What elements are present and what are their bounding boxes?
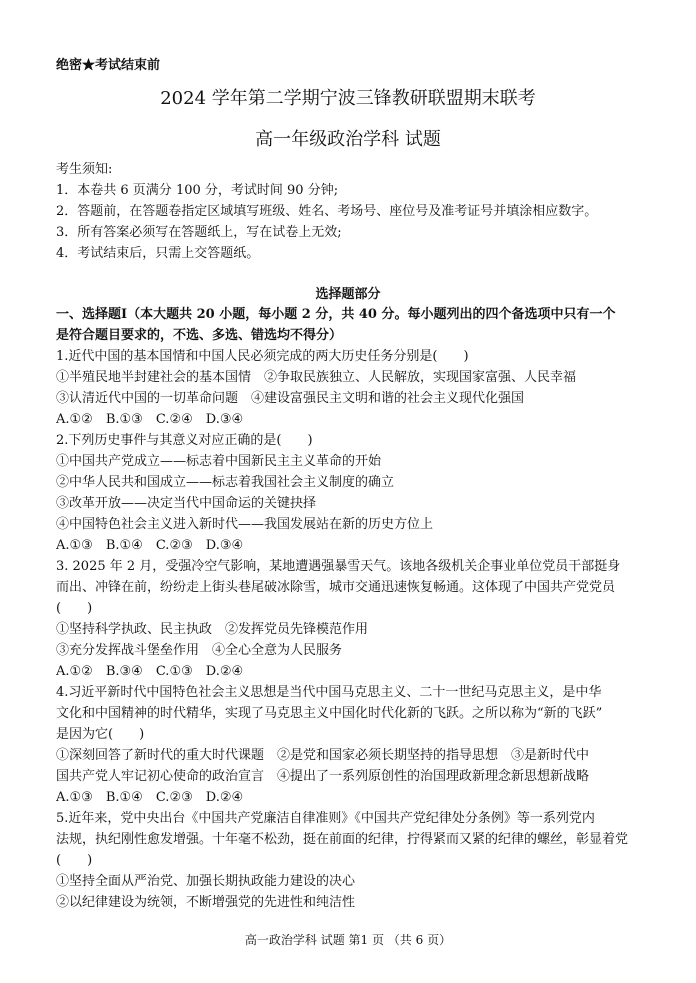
question-5-stem: ( ) [56, 853, 93, 868]
notice-item-4: 4．考试结束后，只需上交答题纸。 [56, 246, 260, 261]
notice-item-3: 3．所有答案必须写在答题纸上，写在试卷上无效; [56, 225, 342, 240]
question-5-option-line: ②以纪律建设为统领，不断增强党的先进性和纯洁性 [56, 895, 356, 910]
part-heading-line-1: 一、选择题Ⅰ（本大题共 20 小题，每小题 2 分，共 40 分。每小题列出的四个备选项中只有一个 [56, 307, 616, 322]
secret-label: 绝密★考试结束前 [56, 58, 161, 73]
question-1-option-line: ①半殖民地半封建社会的基本国情 ②争取民族独立、人民解放，实现国家富强、人民幸福 [56, 370, 577, 385]
question-2-choices: A.①③ B.①④ C.②③ D.③④ [56, 538, 244, 553]
question-3-option-line: ③充分发挥战斗堡垒作用 ④全心全意为人民服务 [56, 643, 343, 658]
exam-title: 2024 学年第二学期宁波三锋教研联盟期末联考 [160, 88, 536, 109]
question-4-stem: 文化和中国精神的时代精华，实现了马克思主义中国化时代化新的飞跃。之所以称为“新的飞跃” [56, 706, 603, 721]
notice-item-2: 2．答题前，在答题卷指定区域填写班级、姓名、考场号、座位号及准考证号并填涂相应数字。 [56, 204, 598, 219]
question-1-choices: A.①② B.①③ C.②④ D.③④ [56, 412, 244, 427]
question-4-option-line: 国共产党人牢记初心使命的政治宣言 ④提出了一系列原创性的治国理政新理念新思想新战略 [56, 769, 590, 784]
question-3-choices: A.①② B.③④ C.①③ D.②④ [56, 664, 244, 679]
question-2-stem: 2.下列历史事件与其意义对应正确的是( ) [56, 433, 313, 448]
part-heading-line-2: 是符合题目要求的，不选、多选、错选均不得分） [56, 328, 343, 343]
page-footer: 高一政治学科 试题 第1 页 （共 6 页） [244, 933, 452, 947]
section-title: 选择题部分 [315, 287, 381, 302]
question-1-stem: 1.近代中国的基本国情和中国人民必须完成的两大历史任务分别是( ) [56, 349, 469, 364]
question-5-stem: 法规，执纪刚性愈发增强。十年毫不松劲，挺在前面的纪律，拧得紧而又紧的纪律的螺丝，彰显着党 [56, 832, 629, 847]
question-2-option-line: ①中国共产党成立——标志着中国新民主主义革命的开始 [56, 454, 382, 469]
question-4-choices: A.①③ B.①④ C.②③ D.②④ [56, 790, 244, 805]
question-3-stem: ( ) [56, 601, 93, 616]
question-4-option-line: ①深刻回答了新时代的重大时代课题 ②是党和国家必须长期坚持的指导思想 ③是新时代中 [56, 748, 590, 763]
question-2-option-line: ④中国特色社会主义进入新时代——我国发展站在新的历史方位上 [56, 517, 434, 532]
question-3-stem: 3. 2025 年 2 月，受强冷空气影响，某地遭遇强暴雪天气。该地各级机关企事业单位党员干部挺身 [56, 559, 621, 574]
notice-heading: 考生须知: [56, 162, 113, 177]
question-3-option-line: ①坚持科学执政、民主执政 ②发挥党员先锋模范作用 [56, 622, 369, 637]
question-5-option-line: ①坚持全面从严治党、加强长期执政能力建设的决心 [56, 874, 356, 889]
notice-item-1: 1．本卷共 6 页满分 100 分，考试时间 90 分钟; [56, 183, 339, 198]
question-4-stem: 是因为它( ) [56, 727, 145, 742]
exam-subtitle: 高一年级政治学科 试题 [255, 129, 441, 150]
question-3-stem: 而出、冲锋在前，纷纷走上街头巷尾破冰除雪，城市交通迅速恢复畅通。这体现了中国共产党党员 [56, 580, 616, 595]
question-2-option-line: ③改革开放——决定当代中国命运的关键抉择 [56, 496, 317, 511]
question-1-option-line: ③认清近代中国的一切革命问题 ④建设富强民主文明和谐的社会主义现代化强国 [56, 391, 525, 406]
question-4-stem: 4.习近平新时代中国特色社会主义思想是当代中国马克思主义、二十一世纪马克思主义，是中华 [56, 685, 602, 700]
question-2-option-line: ②中华人民共和国成立——标志着我国社会主义制度的确立 [56, 475, 395, 490]
question-5-stem: 5.近年来，党中央出台《中国共产党廉洁自律准则》《中国共产党纪律处分条例》等一系列党内 [56, 811, 595, 826]
